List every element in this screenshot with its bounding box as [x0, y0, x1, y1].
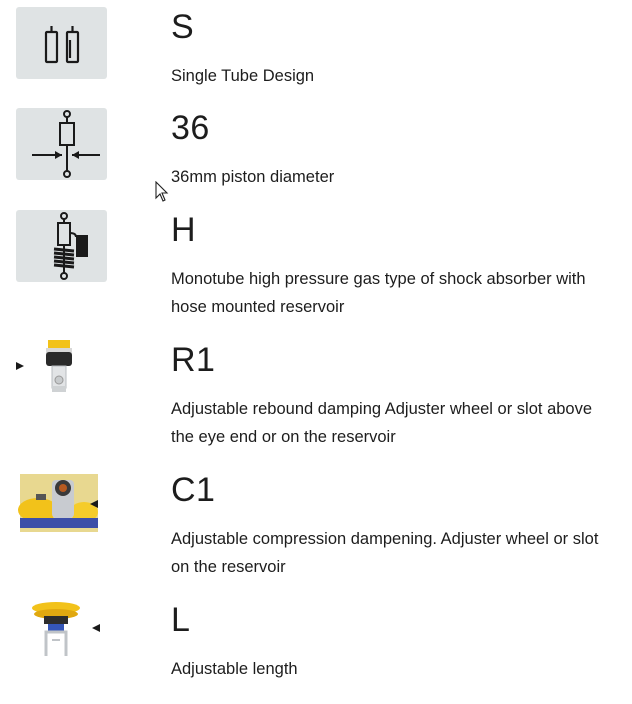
spec-code: H: [171, 211, 197, 249]
spec-description: Adjustable compression dampening. Adjuster wheel or slot on the reservoir: [171, 530, 599, 576]
spec-description: Monotube high pressure gas type of shock absorber with hose mounted reservoir: [171, 270, 586, 316]
length-adjuster-photo: [16, 600, 107, 672]
spec-code: L: [171, 601, 191, 639]
spec-description: Adjustable rebound damping Adjuster wheel or slot above the eye end or on the reservoir: [171, 400, 593, 446]
spec-code: R1: [171, 341, 216, 379]
spec-code: S: [171, 8, 195, 46]
spec-description: Single Tube Design: [171, 67, 315, 85]
single-tube-icon: [16, 7, 107, 79]
hose-reservoir-icon: [16, 210, 107, 282]
spec-code: 36: [171, 109, 210, 147]
mouse-cursor-icon: [155, 181, 169, 208]
piston-diameter-icon: [16, 108, 107, 180]
spec-description: Adjustable length: [171, 660, 298, 678]
spec-code: C1: [171, 471, 216, 509]
compression-adjuster-photo: [16, 470, 107, 542]
rebound-adjuster-photo: [16, 340, 107, 412]
spec-description: 36mm piston diameter: [171, 168, 335, 186]
